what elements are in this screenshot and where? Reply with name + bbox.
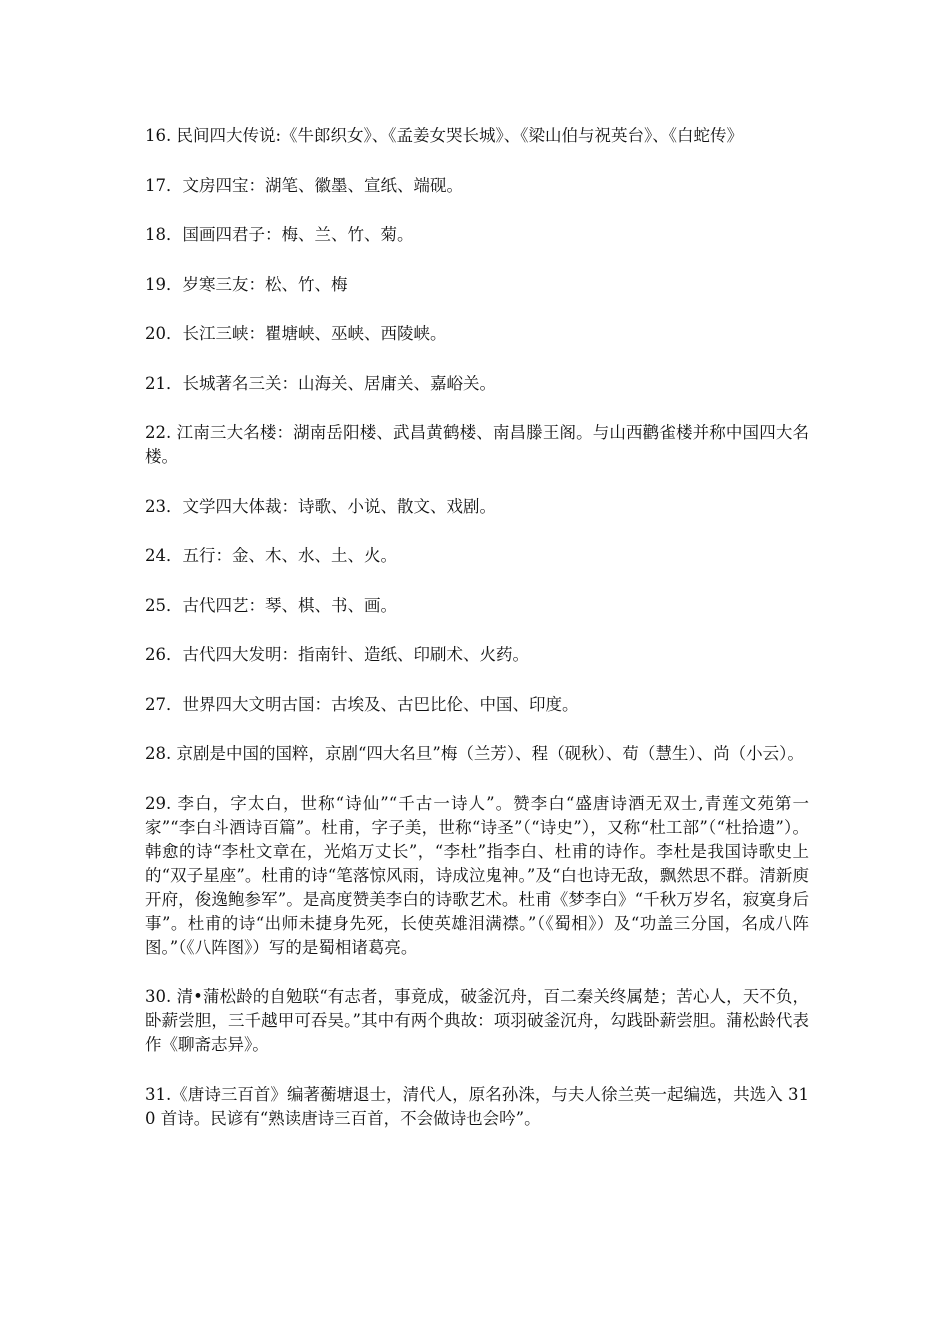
list-item: 25．古代四艺：琴、棋、书、画。 (145, 595, 397, 615)
list-item: 29. 李白，字太白，世称“诗仙”“千古一诗人”。赞李白“盛唐诗酒无双士,青莲文苑第一家”“李白斗酒诗百篇”。杜甫，字子美，世称“诗圣”（“诗史”），又称“杜工部”（“杜拾遗”）。韩愈的诗“李杜文章在，光焰万丈长”，“李杜”指李白、杜甫的诗作。李杜是我国诗歌史上的“双子星座”。杜甫的诗“笔落惊风雨，诗成泣鬼神。”及“白也诗无敌，飘然思不群。清新庾开府，俊逸鲍参军”。是高度赞美李白的诗歌艺术。杜甫《梦李白》“千秋万岁名，寂寞身后事”。杜甫的诗“出师未捷身先死，长使英雄泪满襟。”（《蜀相》）及“功盖三分国，名成八阵图。”（《八阵图》）写的是蜀相诸葛亮。 (145, 793, 809, 957)
list-item: 21．长城著名三关：山海关、居庸关、嘉峪关。 (145, 373, 496, 393)
list-item: 30. 清•蒲松龄的自勉联“有志者，事竟成，破釜沉舟，百二秦关终属楚；苦心人，天不负，卧薪尝胆，三千越甲可吞吴。”其中有两个典故：项羽破釜沉舟，勾践卧薪尝胆。蒲松龄代表作《聊斋志异》。 (145, 987, 809, 1054)
list-item: 18．国画四君子：梅、兰、竹、菊。 (145, 225, 414, 244)
list-item: 27．世界四大文明古国：古埃及、古巴比伦、中国、印度。 (145, 694, 579, 714)
list-item: 22. 江南三大名楼：湖南岳阳楼、武昌黄鹤楼、南昌滕王阁。与山西鹳雀楼并称中国四大名楼。 (145, 423, 809, 466)
list-item: 19．岁寒三友：松、竹、梅 (145, 274, 348, 294)
list-item: 16. 民间四大传说:《牛郎织女》、《孟姜女哭长城》、《梁山伯与祝英台》、《白蛇传》 (145, 126, 744, 145)
list-item: 31.《唐诗三百首》编著蘅塘退士，清代人，原名孙洙，与夫人徐兰英一起编选，共选入 310 首诗。民谚有“熟读唐诗三百首，不会做诗也会吟”。 (145, 1084, 809, 1128)
list-item: 20．长江三峡：瞿塘峡、巫峡、西陵峡。 (145, 324, 447, 343)
list-item: 24．五行：金、木、水、土、火。 (145, 546, 397, 565)
list-item: 23．文学四大体裁：诗歌、小说、散文、戏剧。 (145, 496, 496, 516)
list-item: 26．古代四大发明：指南针、造纸、印刷术、火药。 (145, 645, 529, 664)
document-body (145, 124, 809, 1156)
list-item: 17．文房四宝：湖笔、徽墨、宣纸、端砚。 (145, 175, 463, 195)
list-item: 28. 京剧是中国的国粹，京剧“四大名旦”梅（兰芳）、程（砚秋）、荀（慧生）、尚（小云）。 (145, 744, 804, 763)
